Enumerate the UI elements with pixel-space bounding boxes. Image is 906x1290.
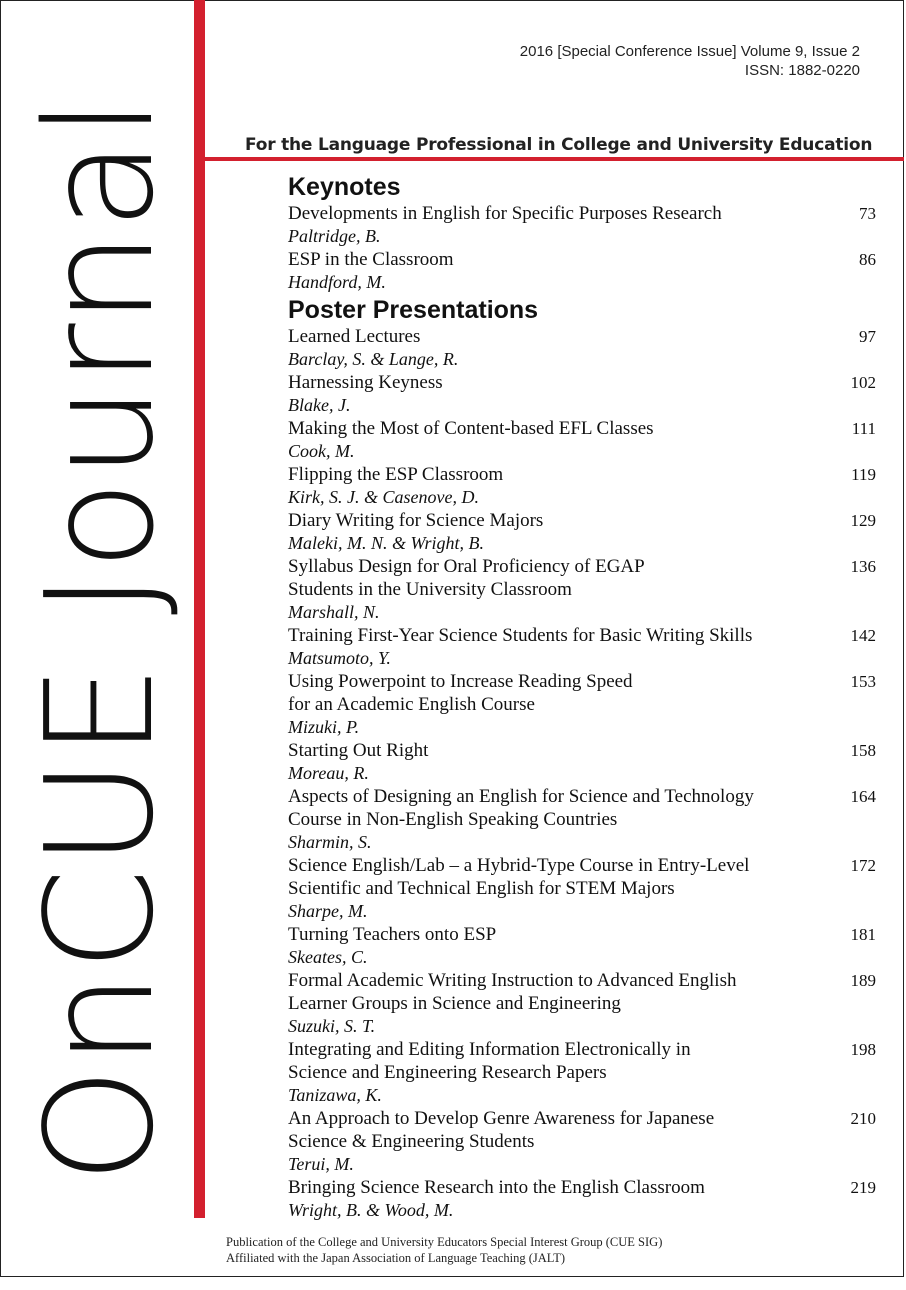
entry-author: Barclay, S. & Lange, R. <box>288 349 459 369</box>
entry-title-line: Science English/Lab – a Hybrid-Type Course in Entry-Level <box>288 855 750 876</box>
toc-entry[interactable] <box>288 1107 876 1176</box>
entry-author: Paltridge, B. <box>288 226 381 246</box>
footer <box>226 1234 662 1266</box>
toc-entry[interactable] <box>288 248 876 294</box>
entry-title-line: Diary Writing for Science Majors <box>288 510 544 531</box>
entry-title-line: Flipping the ESP Classroom <box>288 464 504 485</box>
entry-page-number: 198 <box>850 1040 876 1059</box>
toc-entry[interactable] <box>288 325 876 371</box>
entry-author: Matsumoto, Y. <box>288 648 391 668</box>
toc-entry[interactable] <box>288 371 876 417</box>
toc-entry[interactable] <box>288 624 876 670</box>
toc-entry[interactable] <box>288 785 876 854</box>
entry-author: Marshall, N. <box>288 602 380 622</box>
red-vertical-bar <box>194 0 205 1218</box>
entry-title-line: Turning Teachers onto ESP <box>288 924 497 945</box>
entry-author: Terui, M. <box>288 1154 354 1174</box>
entry-page-number: 129 <box>850 511 876 530</box>
entry-page-number: 172 <box>850 856 876 875</box>
entry-author: Tanizawa, K. <box>288 1085 382 1105</box>
entry-title-line: Learner Groups in Science and Engineering <box>288 993 621 1014</box>
entry-title-line: Bringing Science Research into the English Classroom <box>288 1177 705 1198</box>
entry-author: Mizuki, P. <box>288 717 360 737</box>
entry-page-number: 73 <box>859 204 876 223</box>
entry-author: Cook, M. <box>288 441 355 461</box>
entry-title-line: Scientific and Technical English for STEM Majors <box>288 878 675 899</box>
entry-author: Skeates, C. <box>288 947 368 967</box>
entry-title-line: ESP in the Classroom <box>288 249 454 270</box>
entry-page-number: 119 <box>851 465 876 484</box>
toc-entry[interactable] <box>288 1038 876 1107</box>
entry-title-line: Students in the University Classroom <box>288 579 572 600</box>
entry-page-number: 189 <box>850 971 876 990</box>
footer-affiliation: Affiliated with the Japan Association of Language Teaching (JALT) <box>226 1251 566 1265</box>
entry-page-number: 153 <box>850 672 876 691</box>
toc-entry[interactable] <box>288 555 876 624</box>
entry-title-line: An Approach to Develop Genre Awareness for Japanese <box>288 1108 715 1129</box>
entry-page-number: 210 <box>850 1109 876 1128</box>
entry-title-line: Integrating and Editing Information Electronically in <box>288 1039 691 1060</box>
toc-entry[interactable] <box>288 1176 876 1222</box>
keynotes-heading: Keynotes <box>288 173 401 201</box>
tagline: For the Language Professional in College and University Education <box>245 135 873 155</box>
entry-page-number: 158 <box>850 741 876 760</box>
toc-entry[interactable] <box>288 509 876 555</box>
entry-page-number: 136 <box>850 557 876 576</box>
issn: ISSN: 1882-0220 <box>744 62 860 79</box>
entry-page-number: 111 <box>851 419 876 438</box>
entry-author: Suzuki, S. T. <box>288 1016 376 1036</box>
entry-title-line: Making the Most of Content-based EFL Classes <box>288 418 654 439</box>
entry-title-line: Using Powerpoint to Increase Reading Speed <box>288 671 633 692</box>
entry-title-line: Science & Engineering Students <box>288 1131 535 1152</box>
entry-author: Wright, B. & Wood, M. <box>288 1200 454 1220</box>
toc-entry[interactable] <box>288 923 876 969</box>
entry-page-number: 219 <box>850 1178 876 1197</box>
issue-info <box>520 42 860 80</box>
entry-page-number: 142 <box>850 626 876 645</box>
table-of-contents <box>288 172 876 1222</box>
toc-entry[interactable] <box>288 463 876 509</box>
entry-author: Kirk, S. J. & Casenove, D. <box>288 487 479 507</box>
entry-author: Blake, J. <box>288 395 351 415</box>
entry-title-line: Developments in English for Specific Purposes Research <box>288 203 722 224</box>
journal-title: OnCUE Journal <box>14 96 186 1184</box>
entry-author: Sharmin, S. <box>288 832 372 852</box>
entry-title-line: Science and Engineering Research Papers <box>288 1062 607 1083</box>
entry-title-line: Starting Out Right <box>288 740 429 761</box>
toc-entry[interactable] <box>288 670 876 739</box>
issue-line: 2016 [Special Conference Issue] Volume 9, Issue 2 <box>519 43 860 60</box>
posters-list <box>288 325 876 1222</box>
entry-page-number: 97 <box>859 327 876 346</box>
toc-entry[interactable] <box>288 969 876 1038</box>
keynotes-list <box>288 202 876 294</box>
entry-page-number: 102 <box>850 373 876 392</box>
entry-author: Maleki, M. N. & Wright, B. <box>288 533 484 553</box>
entry-author: Sharpe, M. <box>288 901 368 921</box>
toc-entry[interactable] <box>288 854 876 923</box>
entry-author: Handford, M. <box>288 272 386 292</box>
entry-title-line: Training First-Year Science Students for Basic Writing Skills <box>288 625 753 646</box>
toc-entry[interactable] <box>288 202 876 248</box>
footer-publication: Publication of the College and University Educators Special Interest Group (CUE SIG) <box>226 1235 663 1249</box>
entry-title-line: Syllabus Design for Oral Proficiency of EGAP <box>288 556 645 577</box>
entry-title-line: Learned Lectures <box>288 326 421 347</box>
entry-page-number: 164 <box>850 787 876 806</box>
entry-title-line: Formal Academic Writing Instruction to Advanced English <box>288 970 737 991</box>
entry-page-number: 86 <box>859 250 876 269</box>
entry-title-line: for an Academic English Course <box>288 694 535 715</box>
entry-page-number: 181 <box>850 925 876 944</box>
toc-entry[interactable] <box>288 739 876 785</box>
entry-title-line: Course in Non-English Speaking Countries <box>288 809 618 830</box>
toc-entry[interactable] <box>288 417 876 463</box>
entry-title-line: Aspects of Designing an English for Science and Technology <box>288 786 754 807</box>
red-horizontal-rule <box>205 157 904 161</box>
entry-author: Moreau, R. <box>288 763 369 783</box>
posters-heading: Poster Presentations <box>288 296 539 324</box>
entry-title-line: Harnessing Keyness <box>288 372 443 393</box>
